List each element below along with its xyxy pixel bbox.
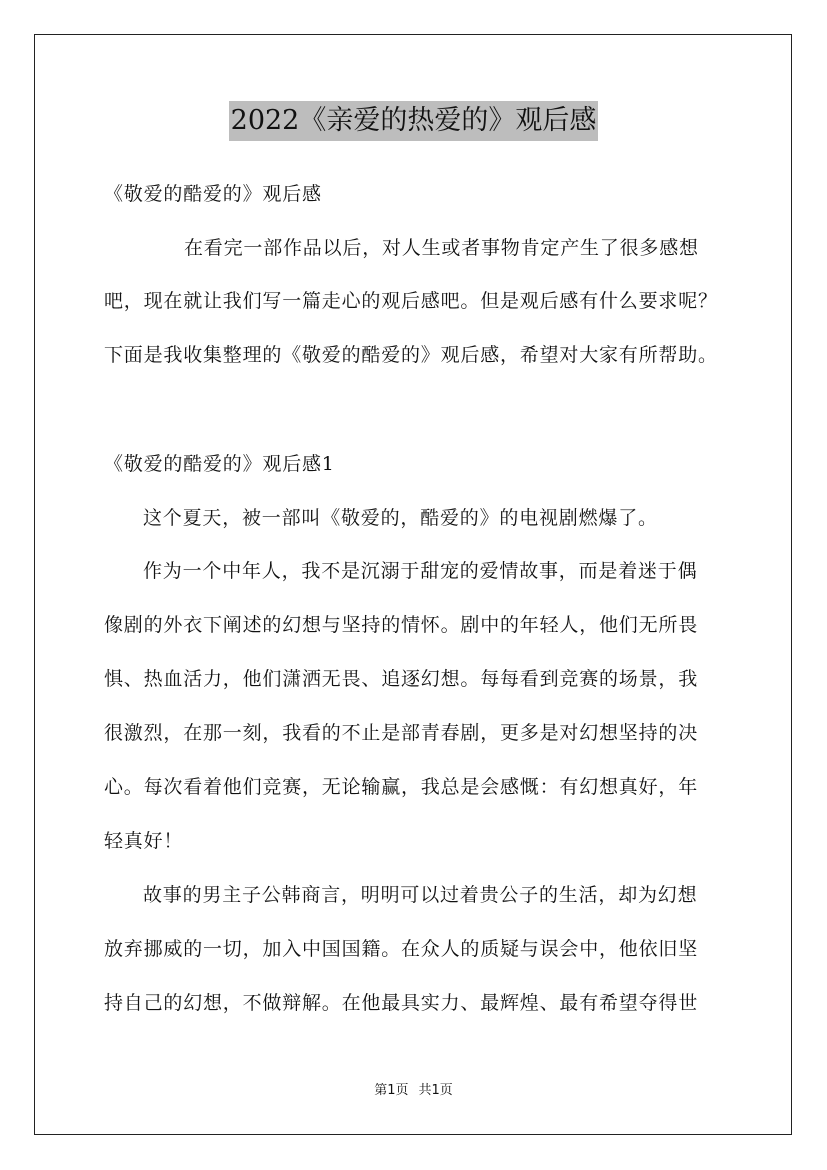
body-line: 故事的男主子公韩商言，明明可以过着贵公子的生活，却为幻想: [143, 884, 698, 906]
body-line: 在看完一部作品以后，对人生或者事物肯定产生了很多感想: [184, 237, 699, 259]
body-line: 惧、热血活力，他们潇洒无畏、追逐幻想。每每看到竞赛的场景，我: [104, 668, 699, 690]
body-line: 心。每次看着他们竞赛，无论输赢，我总是会感慨：有幻想真好，年: [104, 776, 699, 798]
body-line: 像剧的外衣下阐述的幻想与坚持的情怀。剧中的年轻人，他们无所畏: [104, 614, 699, 636]
document-title: 2022《亲爱的热爱的》观后感: [229, 101, 599, 141]
intro-subtitle: 《敬爱的酷爱的》观后感: [104, 183, 322, 205]
title-container: [0, 101, 827, 141]
page-footer: [0, 1082, 827, 1100]
body-line: 作为一个中年人，我不是沉溺于甜宠的爱情故事，而是着迷于偶: [143, 560, 698, 582]
body-line: 持自己的幻想，不做辩解。在他最具实力、最辉煌、最有希望夺得世: [104, 992, 699, 1014]
section-heading: 《敬爱的酷爱的》观后感1: [104, 453, 335, 475]
page-number: 第1页: [374, 1083, 409, 1098]
body-line: 这个夏天，被一部叫《敬爱的，酷爱的》的电视剧燃爆了。: [143, 507, 658, 529]
body-line: 放弃挪威的一切，加入中国国籍。在众人的质疑与误会中，他依旧坚: [104, 938, 699, 960]
body-line: 很激烈，在那一刻，我看的不止是部青春剧，更多是对幻想坚持的决: [104, 722, 699, 744]
body-line: 下面是我收集整理的《敬爱的酷爱的》观后感，希望对大家有所帮助。: [104, 344, 718, 366]
body-line: 吧，现在就让我们写一篇走心的观后感吧。但是观后感有什么要求呢？: [104, 290, 718, 312]
page-total: 共1页: [418, 1083, 453, 1098]
body-line: 轻真好！: [104, 830, 184, 852]
